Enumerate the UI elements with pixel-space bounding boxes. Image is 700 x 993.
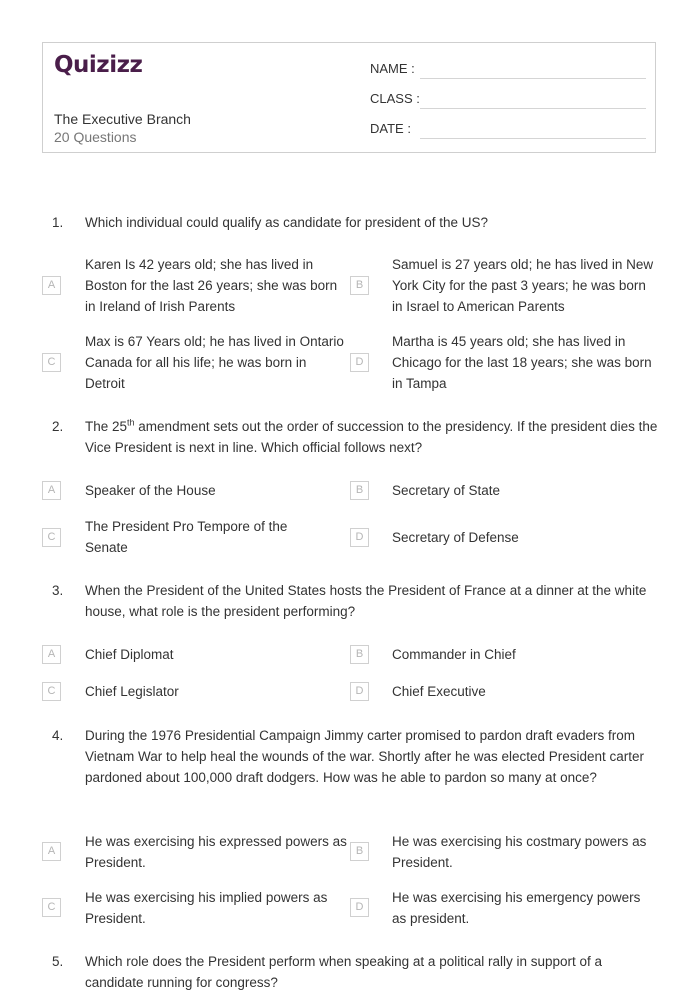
- question-number: 1.: [52, 215, 64, 230]
- quizizz-logo: Quizizz: [54, 52, 143, 78]
- option-text-a: Chief Diplomat: [85, 647, 174, 662]
- name-label: NAME :: [370, 61, 415, 76]
- option-text-d: Chief Executive: [392, 684, 486, 699]
- class-label: CLASS :: [370, 91, 420, 106]
- option-text-b: He was exercising his costmary powers as President.: [392, 834, 647, 870]
- option-text-d: Martha is 45 years old; she has lived in Chicago for the last 18 years; she was born in Tampa: [392, 334, 652, 391]
- option-box-d[interactable]: D: [350, 898, 369, 917]
- option-box-b[interactable]: B: [350, 276, 369, 295]
- option-box-a[interactable]: A: [42, 481, 61, 500]
- question-number: 4.: [52, 728, 64, 743]
- option-box-b[interactable]: B: [350, 481, 369, 500]
- option-box-d[interactable]: D: [350, 353, 369, 372]
- question-text: Which individual could qualify as candidate for president of the US?: [85, 215, 488, 230]
- option-text-c: The President Pro Tempore of the Senate: [85, 519, 288, 555]
- option-text-a: Karen Is 42 years old; she has lived in Boston for the last 26 years; she was born in Ireland of Irish Parents: [85, 257, 338, 314]
- question-text: During the 1976 Presidential Campaign Jimmy carter promised to pardon draft evaders from Vietnam War to help heal the wounds of the war. Shortly after he was elected President carter pardoned about 100,000 draft dodgers. How was he able to pardon so many at once?: [85, 728, 645, 785]
- option-box-a[interactable]: A: [42, 842, 61, 861]
- question-text: The 25th amendment sets out the order of succession to the presidency. If the president dies the Vice President is next in line. Which official follows next?: [85, 417, 658, 455]
- option-box-c[interactable]: C: [42, 682, 61, 701]
- worksheet-title: The Executive Branch: [54, 111, 191, 127]
- name-line: [420, 78, 646, 79]
- option-text-a: He was exercising his expressed powers as President.: [85, 834, 347, 870]
- option-box-c[interactable]: C: [42, 898, 61, 917]
- option-box-c[interactable]: C: [42, 528, 61, 547]
- option-box-b[interactable]: B: [350, 645, 369, 664]
- question-number: 2.: [52, 419, 64, 434]
- question-text: Which role does the President perform when speaking at a political rally in support of a candidate running for congress?: [85, 954, 603, 990]
- date-label: DATE :: [370, 121, 411, 136]
- option-text-c: Chief Legislator: [85, 684, 179, 699]
- question-count: 20 Questions: [54, 129, 137, 145]
- option-text-a: Speaker of the House: [85, 483, 216, 498]
- name-field[interactable]: [370, 61, 415, 76]
- option-box-b[interactable]: B: [350, 842, 369, 861]
- class-field[interactable]: [370, 91, 420, 106]
- option-text-b: Secretary of State: [392, 483, 501, 498]
- option-box-a[interactable]: A: [42, 276, 61, 295]
- option-text-d: He was exercising his emergency powers as president.: [392, 890, 641, 926]
- option-box-d[interactable]: D: [350, 528, 369, 547]
- option-text-b: Samuel is 27 years old; he has lived in New York City for the past 3 years; he was born in Israel to American Parents: [392, 257, 654, 314]
- worksheet-header: [42, 42, 656, 153]
- question-number: 5.: [52, 954, 64, 969]
- option-box-d[interactable]: D: [350, 682, 369, 701]
- option-text-d: Secretary of Defense: [392, 530, 519, 545]
- option-text-c: Max is 67 Years old; he has lived in Ontario Canada for all his life; he was born in Detroit: [85, 334, 344, 391]
- option-text-c: He was exercising his implied powers as President.: [85, 890, 328, 926]
- class-line: [420, 108, 646, 109]
- date-field[interactable]: [370, 121, 411, 136]
- question-text: When the President of the United States hosts the President of France at a dinner at the white house, what role is the president performing?: [85, 583, 647, 619]
- option-text-b: Commander in Chief: [392, 647, 516, 662]
- date-line: [420, 138, 646, 139]
- option-box-c[interactable]: C: [42, 353, 61, 372]
- option-box-a[interactable]: A: [42, 645, 61, 664]
- question-number: 3.: [52, 583, 64, 598]
